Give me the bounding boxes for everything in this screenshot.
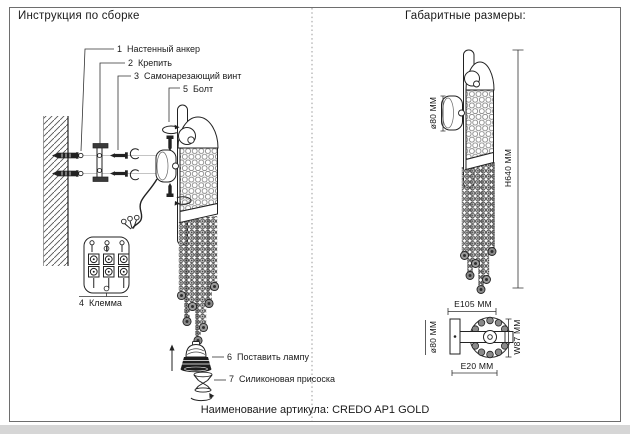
callout-label: Силиконовая присоска — [239, 374, 336, 384]
callout-label: Настенный анкер — [127, 44, 201, 54]
callout-label: Клемма — [89, 298, 122, 308]
dim-depth: W87 ММ — [512, 319, 522, 355]
dim-height: H640 ММ — [503, 148, 513, 188]
clip-icon — [130, 149, 138, 180]
wire-connector — [122, 215, 140, 229]
crystal-strands-side — [461, 162, 497, 294]
crystal-shade-side — [466, 89, 494, 160]
socket-top-view — [484, 331, 497, 344]
self-tapping-screw-icon — [110, 152, 128, 158]
callout-terminal — [79, 298, 122, 308]
callout-label: Крепить — [138, 58, 172, 68]
dim-diameter-side: ø80 ММ — [428, 96, 438, 130]
self-tapping-screw-icon — [110, 170, 128, 176]
left-panel-title: Инструкция по сборке — [18, 10, 140, 22]
right-panel-title: Габаритные размеры: — [405, 10, 526, 22]
callout-number: 7 — [229, 374, 235, 384]
mounting-bracket-icon — [93, 144, 108, 182]
dim-diameter-top: ø80 ММ — [428, 320, 438, 354]
rotation-arrow-icon — [191, 393, 214, 401]
callout-number: 6 — [227, 352, 233, 362]
dim-top-width: E105 ММ — [454, 299, 492, 309]
callout-suction-cup — [229, 374, 335, 384]
bolt-icon — [167, 183, 174, 197]
callout-number: 3 — [134, 71, 140, 81]
callout-label: Болт — [193, 84, 214, 94]
callout-label: Самонарезающий винт — [144, 71, 242, 81]
wall-mount-puck — [156, 150, 179, 182]
suction-cup-icon — [194, 372, 212, 392]
wall-mount-puck-side — [442, 96, 465, 130]
callout-wall-anchor — [117, 44, 200, 54]
callout-number: 4 — [79, 298, 85, 308]
assembly-alignment-lines — [83, 156, 156, 174]
sconce-assembly-drawing — [122, 105, 219, 345]
callout-screw — [134, 71, 241, 81]
up-arrow-icon — [169, 345, 174, 372]
height-dimension-line — [513, 50, 524, 288]
terminal-block-drawing — [84, 237, 129, 293]
callout-label: Поставить лампу — [237, 352, 309, 362]
callout-number: 1 — [117, 44, 123, 54]
callout-fasten — [128, 58, 172, 68]
article-name: Наименование артикула: CREDO AP1 GOLD — [200, 404, 430, 416]
dim-plate-depth: E20 ММ — [460, 361, 494, 371]
callout-number: 5 — [183, 84, 189, 94]
callout-bolt — [183, 84, 213, 94]
callout-number: 2 — [128, 58, 134, 68]
crystal-strands — [177, 216, 218, 345]
bulb-icon — [181, 342, 212, 373]
crystal-shade — [180, 147, 218, 212]
callout-install-lamp — [227, 352, 309, 362]
bolt-icon — [167, 136, 174, 152]
wall-hatch — [44, 116, 69, 266]
